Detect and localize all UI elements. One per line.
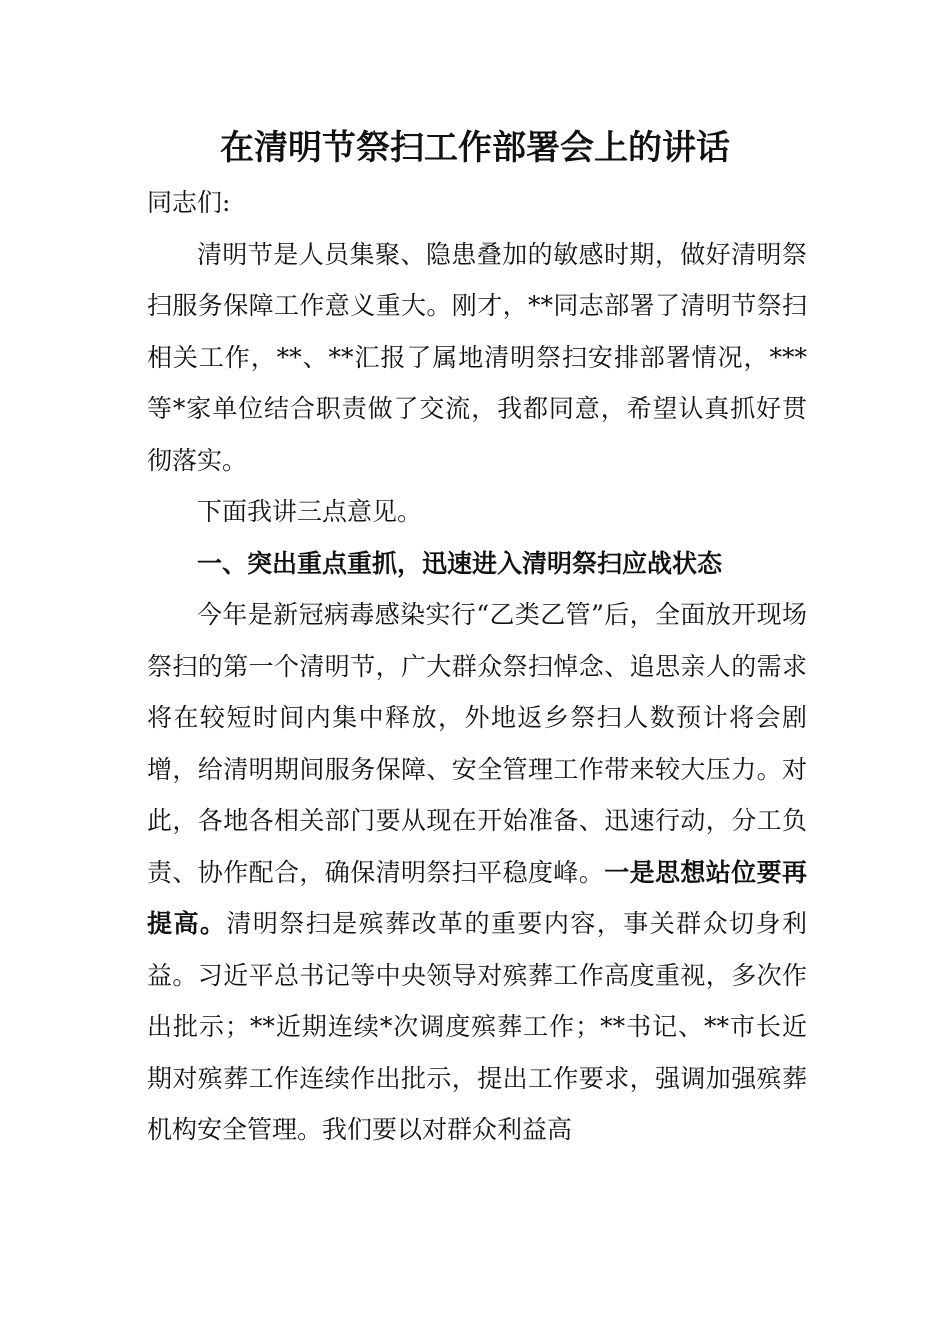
paragraph-section-1-tail: 清明祭扫是殡葬改革的重要内容，事关群众切身利益。习近平总书记等中央领导对殡葬工作高度重视，多次作出批示；**近期连续*次调度殡葬工作；**书记、**市长近期对殡葬工作连续作出批示，提出工作要求，强调加强殡葬机构安全管理。我们要以对群众利益高 bbox=[147, 909, 807, 1144]
section-heading-1: 一、突出重点重抓，迅速进入清明祭扫应战状态 bbox=[197, 548, 723, 578]
salutation: 同志们: bbox=[147, 188, 231, 217]
document-title: 在清明节祭扫工作部署会上的讲话 bbox=[220, 128, 730, 168]
paragraph-section-1 bbox=[147, 589, 807, 1156]
paragraph-section-1-lead: 今年是新冠病毒感染实行“乙类乙管”后，全面放开现场祭扫的第一个清明节，广大群众祭扫悼念、追思亲人的需求将在较短时间内集中释放，外地返乡祭扫人数预计将会剧增，给清明期间服务保障、安全管理工作带来较大压力。对此，各地各相关部门要从现在开始准备、迅速行动，分工负责、协作配合，确保清明祭扫平稳度峰。 bbox=[147, 600, 807, 887]
document-body bbox=[147, 177, 807, 1156]
paragraph-outline: 下面我讲三点意见。 bbox=[197, 497, 423, 526]
point-one-heading: 一是思想站位要再提高。 bbox=[147, 857, 807, 938]
paragraph-intro: 清明节是人员集聚、隐患叠加的敏感时期，做好清明祭扫服务保障工作意义重大。刚才，**同志部署了清明节祭扫相关工作，**、**汇报了属地清明祭扫安排部署情况，***等*家单位结合职责做了交流，我都同意，希望认真抓好贯彻落实。 bbox=[147, 239, 807, 475]
